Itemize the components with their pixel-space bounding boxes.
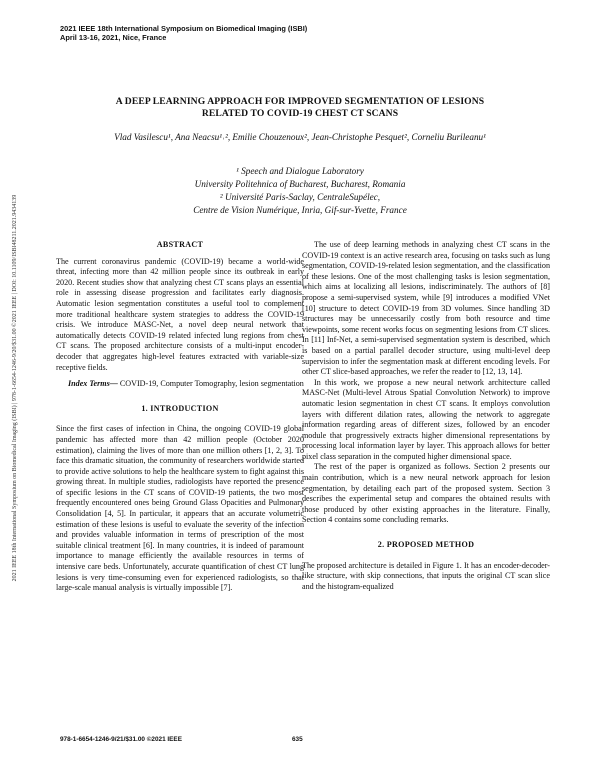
contribution-paragraph: In this work, we propose a new neural network architecture called MASC-Net (Multi-level Atrous Spatial Convolution Network) to improve automatic lesion segmentation in chest CT scans. It employs convolution layers with different dilation rates, allowing the network to aggregate information regarding areas of different sizes, followed by an encoder module that progressively extracts higher dimensional representations by processing local information layer by layer. This approach allows for better pixel class separation in the computed higher dimensional space. bbox=[302, 377, 550, 461]
left-column bbox=[56, 240, 304, 594]
index-terms-text: COVID-19, Computer Tomography, lesion segmentation bbox=[117, 379, 304, 389]
method-text: The proposed architecture is detailed in Figure 1. It has an encoder-decoder-like structure, with skip connections, that inputs the original CT scan slice and the histogram-equalized bbox=[302, 560, 550, 591]
abstract-heading: ABSTRACT bbox=[156, 240, 204, 249]
introduction-text: Since the first cases of infection in China, the ongoing COVID-19 global pandemic has affected more than 42 million people (October 2020 estimation), claiming the lives of more than one million others [1, 2, 3]. To face this dramatic situation, the community of researchers worldwide started to provide active solutions to help the healthcare system to fight against this growing threat. In multiple studies, radiologists have reported the presence of specific lesions in the CT scans of COVID-19 patients, the two most frequently encountered ones being Ground Glass Opacities and Pulmonary Consolidation [4, 5]. In particular, it appears that an accurate volumetric estimation of these lesions is useful to evaluate the severity of the infection and provides valuable information in terms of prescription of the most suitable clinical treatment [6]. In many countries, it is indeed of paramount importance to manage efficiently the available resources in terms of intensive care beds. Unfortunately, accurate quantification of chest CT lung lesions is very time-consuming even for experienced radiologists, so that large-scale manual analysis is virtually impossible [7]. bbox=[56, 424, 304, 593]
sidebar-citation: 2021 IEEE 18th International Symposium on Biomedical Imaging (ISBI) | 978-1-6654-1246-9/20/$31.00 ©2021 IEEE | DOI: 10.1109/ISBI48211.2021.9434139 bbox=[12, 194, 18, 582]
index-terms bbox=[56, 379, 304, 390]
affiliations bbox=[40, 165, 560, 217]
right-column bbox=[302, 240, 550, 592]
footer-isbn: 978-1-6654-1246-9/21/$31.00 ©2021 IEEE bbox=[60, 736, 182, 743]
conference-header bbox=[60, 24, 307, 42]
organization-paragraph: The rest of the paper is organized as follows. Section 2 presents our main contribution, which is a new neural network approach for lesion segmentation, by detailing each part of the proposed system. Section 3 describes the experimental setup and compares the obtained results with those produced by other existing approaches in the literature. Finally, Section 4 contains some concluding remarks. bbox=[302, 462, 550, 525]
related-work-paragraph: The use of deep learning methods in analyzing chest CT scans in the COVID-19 context is an active research area, focusing on tasks such as lung segmentation, COVID-19-related lesion segmentation, and the classification of these lesions. One of the most challenging tasks is lesion segmentation, which aims at localizing all lesions, indiscriminately. The authors of [8] propose a semi-supervised system, while [9] introduces a modified VNet [10] structure to detect COVID-19 from 3D volumes. Since handling 3D structures may be unnecessarily costly from both resource and time viewpoints, some recent works focus on segmenting lesions from CT slices. In [11] Inf-Net, a semi-supervised segmentation system is described, which is based on a partial parallel decoder structure, using multi-level deep supervision to infer the segmentation mask at different encoding levels. For other CT slice-based approaches, we refer the reader to [12, 13, 14]. bbox=[302, 240, 550, 377]
title-line-2: RELATED TO COVID-19 CHEST CT SCANS bbox=[201, 108, 399, 119]
affiliation-line: ¹ Speech and Dialogue Laboratory bbox=[236, 166, 364, 176]
sidebar-citation-container bbox=[10, 110, 20, 670]
introduction-heading: 1. INTRODUCTION bbox=[141, 403, 219, 413]
index-terms-label: Index Terms— bbox=[68, 379, 118, 389]
affiliation-line: ² Université Paris-Saclay, CentraleSupélec, bbox=[219, 192, 381, 202]
affiliation-line: Centre de Vision Numérique, Inria, Gif-sur-Yvette, France bbox=[193, 205, 407, 215]
conference-date: April 13-16, 2021, Nice, France bbox=[60, 33, 167, 42]
conference-name: 2021 IEEE 18th International Symposium on Biomedical Imaging (ISBI) bbox=[60, 24, 308, 33]
affiliation-line: University Politehnica of Bucharest, Bucharest, Romania bbox=[194, 179, 406, 189]
page-number: 635 bbox=[292, 736, 303, 743]
abstract-text: The current coronavirus pandemic (COVID-19) became a world-wide threat, infecting more than 42 million people since its outbreak in early 2020. Recent studies show that analyzing chest CT scans plays an essential role in assessing disease progression and facilitates early diagnosis. Automatic lesion segmentation constitutes a useful tool to complement more traditional healthcare system strategies to address the COVID-19 crisis. We introduce MASC-Net, a novel deep neural network that automatically detects COVID-19 related infected lung regions from chest CT scans. The proposed architecture consists of a multi-input encoder-decoder that aggregates high-level features extracted with variable-size receptive fields. bbox=[56, 256, 304, 372]
author-list: Vlad Vasilescu¹, Ana Neacsu¹˒², Emilie Chouzenoux², Jean-Christophe Pesquet², Corneliu Burileanu¹ bbox=[114, 132, 486, 142]
title-line-1: A DEEP LEARNING APPROACH FOR IMPROVED SEGMENTATION OF LESIONS bbox=[115, 96, 485, 107]
method-heading: 2. PROPOSED METHOD bbox=[377, 540, 475, 550]
paper-title bbox=[40, 96, 560, 120]
